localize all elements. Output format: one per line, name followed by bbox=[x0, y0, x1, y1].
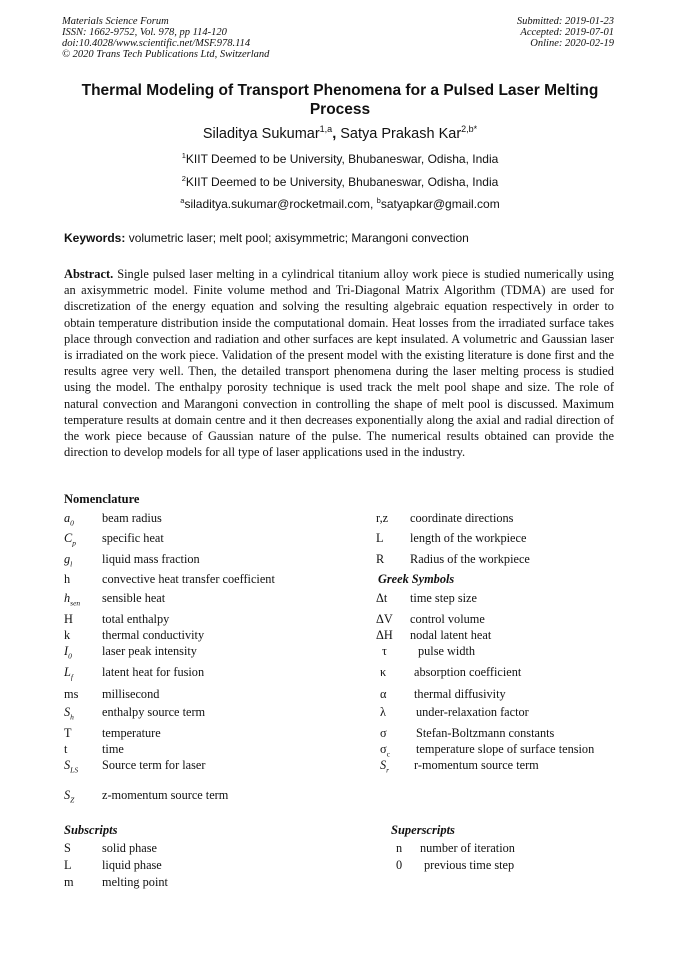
description: temperature slope of surface tension bbox=[416, 742, 595, 756]
list-item bbox=[64, 704, 364, 725]
email-a[interactable]: siladitya.sukumar@rocketmail.com, bbox=[184, 197, 377, 211]
affiliation-2 bbox=[60, 174, 620, 189]
nomenclature-left-column bbox=[64, 510, 364, 803]
doi-line: doi:10.4028/www.scientific.net/MSF.978.114 bbox=[62, 38, 251, 49]
copyright-line: © 2020 Trans Tech Publications Ltd, Switzerland bbox=[62, 49, 270, 60]
description: enthalpy source term bbox=[102, 705, 206, 719]
list-item bbox=[64, 725, 364, 741]
description: beam radius bbox=[102, 511, 162, 525]
symbol: λ bbox=[380, 705, 386, 719]
keywords-text: volumetric laser; melt pool; axisymmetric; Marangoni convection bbox=[125, 231, 469, 245]
email-a-sup: a bbox=[180, 196, 185, 205]
list-item bbox=[376, 510, 636, 530]
symbol: $a_0$ bbox=[64, 511, 74, 528]
list-item bbox=[64, 840, 364, 857]
affiliation-1-text: KIIT Deemed to be University, Bhubaneswar, Odisha, India bbox=[185, 152, 499, 166]
list-item bbox=[376, 664, 636, 686]
description: liquid phase bbox=[102, 858, 162, 872]
superscripts-list bbox=[396, 840, 636, 874]
list-item bbox=[64, 757, 364, 787]
description: Source term for laser bbox=[102, 758, 206, 772]
author-2: Satya Prakash Kar bbox=[340, 125, 462, 142]
symbol: L bbox=[64, 858, 72, 872]
keywords-label: Keywords: bbox=[64, 231, 126, 245]
nomenclature-right-column bbox=[376, 510, 636, 773]
symbol: R bbox=[376, 552, 385, 566]
list-item bbox=[64, 741, 364, 757]
description: specific heat bbox=[102, 531, 164, 545]
description: z-momentum source term bbox=[102, 788, 229, 802]
list-item bbox=[64, 643, 364, 664]
issn-line: ISSN: 1662-9752, Vol. 978, pp 114-120 bbox=[62, 27, 227, 38]
description: coordinate directions bbox=[410, 511, 514, 525]
symbol: $S_{LS}$ bbox=[64, 758, 79, 775]
symbol: k bbox=[64, 628, 71, 642]
journal-info bbox=[62, 16, 269, 60]
list-item bbox=[64, 627, 364, 643]
symbol: $S_h$ bbox=[64, 705, 74, 722]
list-item bbox=[376, 757, 636, 773]
symbol: t bbox=[64, 742, 68, 756]
description: previous time step bbox=[424, 858, 515, 872]
list-item bbox=[376, 551, 636, 571]
description: number of iteration bbox=[420, 841, 515, 855]
symbol: $S_Z$ bbox=[64, 788, 75, 805]
list-item bbox=[64, 787, 364, 803]
journal-name: Materials Science Forum bbox=[62, 16, 169, 27]
superscripts-heading: Superscripts bbox=[391, 823, 455, 837]
list-item bbox=[64, 874, 364, 891]
symbol: Δt bbox=[376, 591, 388, 605]
symbol: ms bbox=[64, 687, 79, 701]
description: Stefan-Boltzmann constants bbox=[416, 726, 555, 740]
symbol: τ bbox=[382, 644, 387, 658]
symbol: 0 bbox=[396, 858, 403, 872]
description: time step size bbox=[410, 591, 477, 605]
subscripts-heading: Subscripts bbox=[64, 823, 118, 837]
symbol: κ bbox=[380, 665, 387, 679]
symbol: $h_{sen}$ bbox=[64, 591, 81, 608]
accepted-date: Accepted: 2019-07-01 bbox=[520, 27, 614, 38]
list-item bbox=[64, 590, 364, 611]
list-item bbox=[376, 704, 636, 725]
symbol: m bbox=[64, 875, 74, 889]
submitted-date: Submitted: 2019-01-23 bbox=[516, 16, 614, 27]
author-2-sup: 2,b* bbox=[461, 124, 478, 134]
list-item bbox=[64, 530, 364, 551]
abstract-text: Single pulsed laser melting in a cylindrical titanium alloy work piece is studied numerically using an axisymmetric model. Finite volume method and Tri-Diagonal Matrix Algorithm (TDMA) are used for discretization of the energy equation and solving the resulting algebraic equation respectively in order to obtain temperature distribution inside the computational domain. Heat losses from the irradiated surface takes place through convection and radiation and other surfaces are kept insulated. A volumetric and Gaussian laser is irradiated on the work piece. Validation of the present model with the existing literature is done first and the results agree very well. Then, the detailed transport phenomena during the laser melting process is studied using the model. The enthalpy porosity technique is used track the melt pool shape and size. The role of natural convection and Marangoni convection in controlling the shape of melt pool is discussed. Maximum temperature results at domain centre and it then decreases exponentially along the axial and radial direction of the work piece because of Gaussian nature of the pulse. The numerical results obtained can provide the direction to develop models for all type of laser applications used in the industry. bbox=[64, 267, 614, 460]
description: laser peak intensity bbox=[102, 644, 197, 658]
abstract-label: Abstract. bbox=[64, 267, 114, 281]
description: thermal conductivity bbox=[102, 628, 205, 642]
symbol: ΔH bbox=[376, 628, 393, 642]
list-item bbox=[376, 686, 636, 704]
description: r-momentum source term bbox=[414, 758, 539, 772]
description: Radius of the workpiece bbox=[410, 552, 530, 566]
list-item bbox=[376, 611, 636, 627]
symbol: H bbox=[64, 612, 73, 626]
list-item bbox=[396, 857, 636, 874]
symbol: $g_l$ bbox=[64, 552, 73, 569]
description: convective heat transfer coefficient bbox=[102, 572, 275, 586]
affiliation-2-text: KIIT Deemed to be University, Bhubaneswar, Odisha, India bbox=[185, 175, 499, 189]
author-separator: , bbox=[332, 125, 341, 142]
list-item bbox=[376, 643, 636, 664]
symbol: $L_f$ bbox=[64, 665, 73, 682]
symbol: h bbox=[64, 572, 71, 586]
greek-symbols-heading: Greek Symbols bbox=[378, 572, 455, 586]
description: total enthalpy bbox=[102, 612, 170, 626]
keywords bbox=[64, 231, 469, 245]
paper-title: Thermal Modeling of Transport Phenomena for a Pulsed Laser Melting Process bbox=[81, 82, 599, 118]
list-item bbox=[376, 741, 636, 757]
list-item bbox=[376, 530, 636, 551]
description: millisecond bbox=[102, 687, 160, 701]
symbol: $C_p$ bbox=[64, 531, 76, 548]
symbol: σ bbox=[380, 726, 387, 740]
symbol: $S_r$ bbox=[380, 758, 390, 775]
list-item bbox=[396, 840, 636, 857]
description: under-relaxation factor bbox=[416, 705, 529, 719]
symbol: T bbox=[64, 726, 72, 740]
affiliation-2-sup: 2 bbox=[181, 174, 186, 183]
description: sensible heat bbox=[102, 591, 166, 605]
list-item bbox=[64, 857, 364, 874]
description: solid phase bbox=[102, 841, 157, 855]
list-item bbox=[64, 686, 364, 704]
list-item bbox=[64, 664, 364, 686]
symbol: $\sigma_c$ bbox=[380, 742, 390, 759]
description: latent heat for fusion bbox=[102, 665, 205, 679]
affiliation-1 bbox=[60, 151, 620, 166]
symbol: n bbox=[396, 841, 403, 855]
list-item bbox=[64, 571, 364, 590]
email-line bbox=[60, 196, 620, 211]
description: liquid mass fraction bbox=[102, 552, 200, 566]
affiliation-1-sup: 1 bbox=[181, 151, 186, 160]
description: control volume bbox=[410, 612, 485, 626]
author-list bbox=[60, 124, 620, 142]
email-b[interactable]: satyapkar@gmail.com bbox=[380, 197, 500, 211]
description: pulse width bbox=[418, 644, 476, 658]
description: absorption coefficient bbox=[414, 665, 522, 679]
list-item bbox=[64, 611, 364, 627]
abstract bbox=[64, 266, 614, 460]
symbol: $I_0$ bbox=[64, 644, 72, 661]
list-item bbox=[376, 590, 636, 611]
list-item bbox=[376, 627, 636, 643]
symbol: α bbox=[380, 687, 387, 701]
symbol: ΔV bbox=[376, 612, 393, 626]
description: temperature bbox=[102, 726, 161, 740]
description: time bbox=[102, 742, 124, 756]
list-item bbox=[64, 551, 364, 571]
dates-info bbox=[517, 16, 614, 49]
email-b-sup: b bbox=[376, 196, 381, 205]
author-1-sup: 1,a bbox=[319, 124, 333, 134]
description: thermal diffusivity bbox=[414, 687, 506, 701]
symbol: r,z bbox=[376, 511, 389, 525]
symbol: S bbox=[64, 841, 71, 855]
nomenclature-heading: Nomenclature bbox=[64, 492, 140, 506]
description: length of the workpiece bbox=[410, 531, 527, 545]
description: nodal latent heat bbox=[410, 628, 492, 642]
list-item bbox=[64, 510, 364, 530]
author-1: Siladitya Sukumar bbox=[202, 125, 320, 142]
symbol: L bbox=[376, 531, 384, 545]
subscripts-list bbox=[64, 840, 364, 891]
list-item bbox=[376, 725, 636, 741]
description: melting point bbox=[102, 875, 168, 889]
online-date: Online: 2020-02-19 bbox=[530, 38, 614, 49]
